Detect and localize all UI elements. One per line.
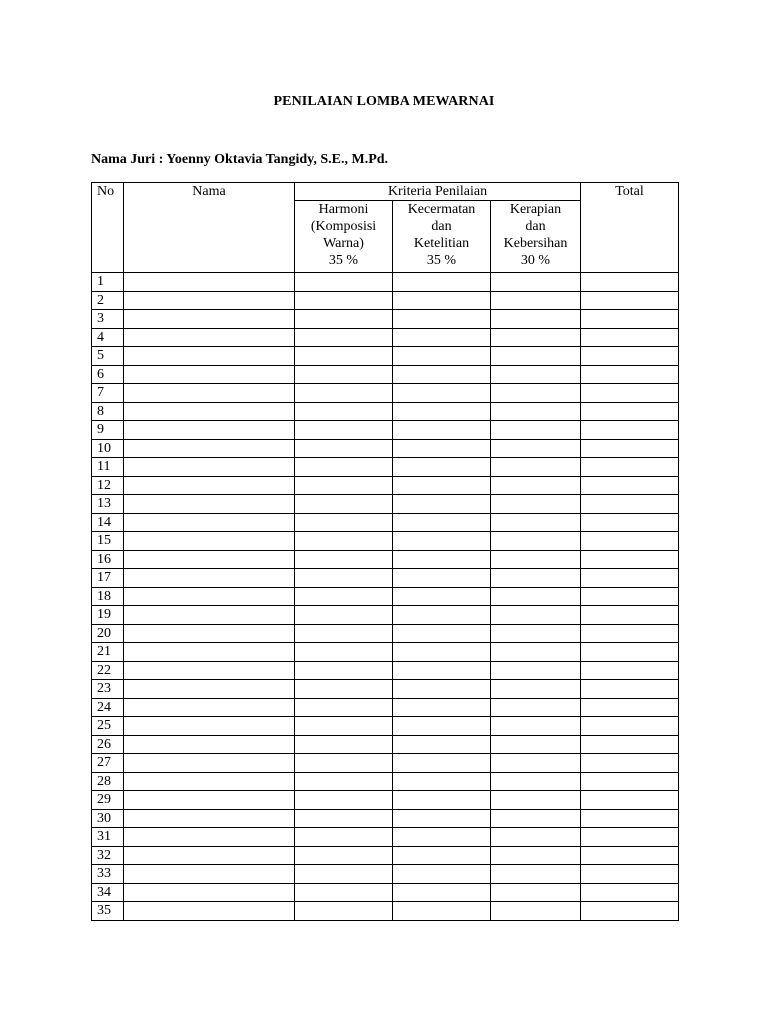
cell-kerapian[interactable]	[491, 754, 581, 773]
criterion-line: Kerapian	[509, 202, 562, 217]
cell-harmoni[interactable]	[295, 772, 393, 791]
cell-total[interactable]	[581, 680, 679, 699]
row-number: 11	[92, 458, 124, 477]
criterion-line: Kecermatan	[407, 202, 476, 217]
cell-nama[interactable]	[124, 754, 295, 773]
table-row	[92, 421, 679, 440]
cell-total[interactable]	[581, 550, 679, 569]
cell-harmoni[interactable]	[295, 587, 393, 606]
row-number: 9	[92, 421, 124, 440]
cell-total[interactable]	[581, 754, 679, 773]
cell-kerapian[interactable]	[491, 384, 581, 403]
cell-kerapian[interactable]	[491, 698, 581, 717]
cell-total[interactable]	[581, 661, 679, 680]
table-row	[92, 550, 679, 569]
table-row	[92, 883, 679, 902]
cell-harmoni[interactable]	[295, 809, 393, 828]
cell-kecermatan[interactable]	[393, 754, 491, 773]
cell-harmoni[interactable]	[295, 384, 393, 403]
cell-nama[interactable]	[124, 828, 295, 847]
row-number: 30	[92, 809, 124, 828]
cell-kecermatan[interactable]	[393, 513, 491, 532]
cell-harmoni[interactable]	[295, 532, 393, 551]
cell-kecermatan[interactable]	[393, 550, 491, 569]
cell-kecermatan[interactable]	[393, 606, 491, 625]
row-number: 23	[92, 680, 124, 699]
criterion-weight: 30 %	[520, 253, 551, 268]
cell-kerapian[interactable]	[491, 569, 581, 588]
cell-kerapian[interactable]	[491, 291, 581, 310]
table-row	[92, 347, 679, 366]
cell-total[interactable]	[581, 476, 679, 495]
table-row	[92, 439, 679, 458]
cell-total[interactable]	[581, 902, 679, 921]
cell-kerapian[interactable]	[491, 809, 581, 828]
table-row	[92, 680, 679, 699]
cell-total[interactable]	[581, 865, 679, 884]
table-row	[92, 846, 679, 865]
cell-harmoni[interactable]	[295, 717, 393, 736]
table-row	[92, 809, 679, 828]
cell-harmoni[interactable]	[295, 458, 393, 477]
cell-kecermatan[interactable]	[393, 458, 491, 477]
criterion-line: dan	[525, 219, 546, 234]
row-number: 16	[92, 550, 124, 569]
cell-nama[interactable]	[124, 643, 295, 662]
cell-harmoni[interactable]	[295, 865, 393, 884]
table-row	[92, 273, 679, 292]
row-number: 19	[92, 606, 124, 625]
cell-nama[interactable]	[124, 291, 295, 310]
criterion-kerapian	[491, 201, 581, 273]
cell-kecermatan[interactable]	[393, 328, 491, 347]
cell-total[interactable]	[581, 606, 679, 625]
cell-harmoni[interactable]	[295, 883, 393, 902]
cell-kecermatan[interactable]	[393, 569, 491, 588]
cell-harmoni[interactable]	[295, 328, 393, 347]
cell-nama[interactable]	[124, 347, 295, 366]
cell-kecermatan[interactable]	[393, 791, 491, 810]
cell-nama[interactable]	[124, 439, 295, 458]
cell-harmoni[interactable]	[295, 365, 393, 384]
criterion-harmoni	[295, 201, 393, 273]
cell-total[interactable]	[581, 828, 679, 847]
cell-total[interactable]	[581, 384, 679, 403]
cell-harmoni[interactable]	[295, 828, 393, 847]
row-number: 24	[92, 698, 124, 717]
criterion-weight: 35 %	[328, 253, 359, 268]
cell-nama[interactable]	[124, 698, 295, 717]
cell-kerapian[interactable]	[491, 661, 581, 680]
cell-harmoni[interactable]	[295, 310, 393, 329]
cell-harmoni[interactable]	[295, 902, 393, 921]
cell-harmoni[interactable]	[295, 550, 393, 569]
cell-kerapian[interactable]	[491, 476, 581, 495]
cell-nama[interactable]	[124, 310, 295, 329]
cell-kerapian[interactable]	[491, 328, 581, 347]
cell-harmoni[interactable]	[295, 495, 393, 514]
table-row	[92, 476, 679, 495]
cell-nama[interactable]	[124, 328, 295, 347]
cell-harmoni[interactable]	[295, 439, 393, 458]
cell-kecermatan[interactable]	[393, 717, 491, 736]
cell-kerapian[interactable]	[491, 458, 581, 477]
cell-nama[interactable]	[124, 680, 295, 699]
header-no: No	[92, 183, 124, 273]
cell-nama[interactable]	[124, 365, 295, 384]
table-row	[92, 735, 679, 754]
table-row	[92, 587, 679, 606]
row-number: 31	[92, 828, 124, 847]
row-number: 1	[92, 273, 124, 292]
cell-harmoni[interactable]	[295, 754, 393, 773]
cell-nama[interactable]	[124, 532, 295, 551]
cell-nama[interactable]	[124, 846, 295, 865]
cell-total[interactable]	[581, 273, 679, 292]
row-number: 14	[92, 513, 124, 532]
table-row	[92, 384, 679, 403]
table-row	[92, 458, 679, 477]
cell-total[interactable]	[581, 291, 679, 310]
cell-total[interactable]	[581, 624, 679, 643]
row-number: 21	[92, 643, 124, 662]
header-row	[92, 183, 679, 201]
row-number: 32	[92, 846, 124, 865]
cell-harmoni[interactable]	[295, 606, 393, 625]
cell-total[interactable]	[581, 328, 679, 347]
cell-total[interactable]	[581, 846, 679, 865]
cell-nama[interactable]	[124, 809, 295, 828]
cell-kecermatan[interactable]	[393, 643, 491, 662]
table-row	[92, 606, 679, 625]
row-number: 27	[92, 754, 124, 773]
table-row	[92, 291, 679, 310]
row-number: 20	[92, 624, 124, 643]
row-number: 22	[92, 661, 124, 680]
cell-kerapian[interactable]	[491, 365, 581, 384]
row-number: 3	[92, 310, 124, 329]
cell-kerapian[interactable]	[491, 606, 581, 625]
cell-total[interactable]	[581, 569, 679, 588]
cell-total[interactable]	[581, 402, 679, 421]
criterion-line: Warna)	[323, 236, 364, 251]
cell-total[interactable]	[581, 513, 679, 532]
cell-total[interactable]	[581, 791, 679, 810]
cell-kecermatan[interactable]	[393, 698, 491, 717]
table-row	[92, 643, 679, 662]
cell-harmoni[interactable]	[295, 735, 393, 754]
cell-kecermatan[interactable]	[393, 846, 491, 865]
row-number: 26	[92, 735, 124, 754]
cell-harmoni[interactable]	[295, 624, 393, 643]
row-number: 28	[92, 772, 124, 791]
cell-kecermatan[interactable]	[393, 865, 491, 884]
table-row	[92, 495, 679, 514]
cell-kecermatan[interactable]	[393, 883, 491, 902]
cell-kecermatan[interactable]	[393, 902, 491, 921]
cell-harmoni[interactable]	[295, 291, 393, 310]
cell-nama[interactable]	[124, 273, 295, 292]
cell-kerapian[interactable]	[491, 643, 581, 662]
criterion-line: Kebersihan	[503, 236, 568, 251]
cell-kerapian[interactable]	[491, 310, 581, 329]
row-number: 5	[92, 347, 124, 366]
table-row	[92, 513, 679, 532]
cell-kerapian[interactable]	[491, 402, 581, 421]
table-row	[92, 310, 679, 329]
cell-nama[interactable]	[124, 476, 295, 495]
cell-kerapian[interactable]	[491, 883, 581, 902]
cell-kerapian[interactable]	[491, 532, 581, 551]
table-row	[92, 717, 679, 736]
row-number: 25	[92, 717, 124, 736]
table-row	[92, 532, 679, 551]
cell-harmoni[interactable]	[295, 643, 393, 662]
cell-nama[interactable]	[124, 883, 295, 902]
cell-nama[interactable]	[124, 865, 295, 884]
cell-kecermatan[interactable]	[393, 310, 491, 329]
row-number: 6	[92, 365, 124, 384]
table-row	[92, 402, 679, 421]
table-row	[92, 569, 679, 588]
cell-kecermatan[interactable]	[393, 273, 491, 292]
cell-kerapian[interactable]	[491, 791, 581, 810]
cell-total[interactable]	[581, 809, 679, 828]
cell-kerapian[interactable]	[491, 846, 581, 865]
table-row	[92, 698, 679, 717]
criterion-line: dan	[431, 219, 452, 234]
criterion-line: Ketelitian	[413, 236, 470, 251]
cell-nama[interactable]	[124, 402, 295, 421]
cell-total[interactable]	[581, 643, 679, 662]
table-row	[92, 624, 679, 643]
cell-total[interactable]	[581, 458, 679, 477]
cell-total[interactable]	[581, 772, 679, 791]
cell-kerapian[interactable]	[491, 624, 581, 643]
cell-harmoni[interactable]	[295, 791, 393, 810]
cell-total[interactable]	[581, 421, 679, 440]
cell-kerapian[interactable]	[491, 735, 581, 754]
cell-total[interactable]	[581, 347, 679, 366]
cell-kecermatan[interactable]	[393, 680, 491, 699]
table-row	[92, 772, 679, 791]
header-kriteria: Kriteria Penilaian	[295, 183, 581, 201]
cell-kecermatan[interactable]	[393, 439, 491, 458]
cell-kecermatan[interactable]	[393, 587, 491, 606]
cell-nama[interactable]	[124, 513, 295, 532]
cell-total[interactable]	[581, 365, 679, 384]
cell-harmoni[interactable]	[295, 569, 393, 588]
cell-kerapian[interactable]	[491, 680, 581, 699]
cell-harmoni[interactable]	[295, 421, 393, 440]
cell-harmoni[interactable]	[295, 698, 393, 717]
cell-nama[interactable]	[124, 735, 295, 754]
row-number: 13	[92, 495, 124, 514]
row-number: 12	[92, 476, 124, 495]
cell-kecermatan[interactable]	[393, 809, 491, 828]
cell-kecermatan[interactable]	[393, 476, 491, 495]
cell-nama[interactable]	[124, 717, 295, 736]
row-number: 7	[92, 384, 124, 403]
table-row	[92, 791, 679, 810]
cell-kecermatan[interactable]	[393, 402, 491, 421]
cell-harmoni[interactable]	[295, 273, 393, 292]
criterion-kecermatan	[393, 201, 491, 273]
row-number: 4	[92, 328, 124, 347]
cell-kecermatan[interactable]	[393, 532, 491, 551]
cell-kerapian[interactable]	[491, 865, 581, 884]
cell-nama[interactable]	[124, 624, 295, 643]
table-row	[92, 661, 679, 680]
cell-kecermatan[interactable]	[393, 365, 491, 384]
header-nama: Nama	[124, 183, 295, 273]
row-number: 2	[92, 291, 124, 310]
row-number: 15	[92, 532, 124, 551]
header-total: Total	[581, 183, 679, 273]
cell-harmoni[interactable]	[295, 347, 393, 366]
cell-nama[interactable]	[124, 550, 295, 569]
cell-nama[interactable]	[124, 606, 295, 625]
cell-kerapian[interactable]	[491, 421, 581, 440]
cell-kerapian[interactable]	[491, 439, 581, 458]
cell-nama[interactable]	[124, 458, 295, 477]
row-number: 34	[92, 883, 124, 902]
cell-total[interactable]	[581, 717, 679, 736]
cell-kerapian[interactable]	[491, 550, 581, 569]
criterion-line: (Komposisi	[310, 219, 377, 234]
cell-kerapian[interactable]	[491, 513, 581, 532]
cell-kecermatan[interactable]	[393, 291, 491, 310]
page-title: PENILAIAN LOMBA MEWARNAI	[273, 94, 495, 109]
cell-kecermatan[interactable]	[393, 495, 491, 514]
judge-name: Nama Juri : Yoenny Oktavia Tangidy, S.E., M.Pd.	[91, 152, 389, 167]
cell-total[interactable]	[581, 883, 679, 902]
cell-harmoni[interactable]	[295, 513, 393, 532]
cell-harmoni[interactable]	[295, 476, 393, 495]
cell-nama[interactable]	[124, 902, 295, 921]
table-row	[92, 828, 679, 847]
cell-nama[interactable]	[124, 421, 295, 440]
cell-kerapian[interactable]	[491, 347, 581, 366]
row-number: 29	[92, 791, 124, 810]
cell-kerapian[interactable]	[491, 902, 581, 921]
cell-kerapian[interactable]	[491, 495, 581, 514]
cell-kerapian[interactable]	[491, 717, 581, 736]
row-number: 18	[92, 587, 124, 606]
cell-nama[interactable]	[124, 587, 295, 606]
cell-kecermatan[interactable]	[393, 735, 491, 754]
row-number: 8	[92, 402, 124, 421]
table-row	[92, 365, 679, 384]
cell-kecermatan[interactable]	[393, 624, 491, 643]
cell-kecermatan[interactable]	[393, 661, 491, 680]
cell-total[interactable]	[581, 735, 679, 754]
cell-harmoni[interactable]	[295, 402, 393, 421]
table-row	[92, 902, 679, 921]
cell-kecermatan[interactable]	[393, 384, 491, 403]
row-number: 17	[92, 569, 124, 588]
cell-nama[interactable]	[124, 772, 295, 791]
cell-total[interactable]	[581, 698, 679, 717]
cell-kerapian[interactable]	[491, 587, 581, 606]
scoring-table	[91, 182, 679, 921]
cell-total[interactable]	[581, 495, 679, 514]
cell-kerapian[interactable]	[491, 772, 581, 791]
cell-nama[interactable]	[124, 661, 295, 680]
criterion-line: Harmoni	[318, 202, 369, 217]
criterion-weight: 35 %	[426, 253, 457, 268]
table-row	[92, 865, 679, 884]
row-number: 33	[92, 865, 124, 884]
cell-nama[interactable]	[124, 495, 295, 514]
cell-nama[interactable]	[124, 384, 295, 403]
cell-total[interactable]	[581, 587, 679, 606]
table-row	[92, 754, 679, 773]
table-row	[92, 328, 679, 347]
cell-harmoni[interactable]	[295, 680, 393, 699]
cell-nama[interactable]	[124, 791, 295, 810]
cell-total[interactable]	[581, 439, 679, 458]
cell-kecermatan[interactable]	[393, 828, 491, 847]
cell-nama[interactable]	[124, 569, 295, 588]
cell-harmoni[interactable]	[295, 846, 393, 865]
cell-kerapian[interactable]	[491, 828, 581, 847]
cell-kecermatan[interactable]	[393, 772, 491, 791]
cell-harmoni[interactable]	[295, 661, 393, 680]
row-number: 35	[92, 902, 124, 921]
row-number: 10	[92, 439, 124, 458]
cell-kecermatan[interactable]	[393, 347, 491, 366]
cell-total[interactable]	[581, 532, 679, 551]
cell-total[interactable]	[581, 310, 679, 329]
cell-kecermatan[interactable]	[393, 421, 491, 440]
cell-kerapian[interactable]	[491, 273, 581, 292]
